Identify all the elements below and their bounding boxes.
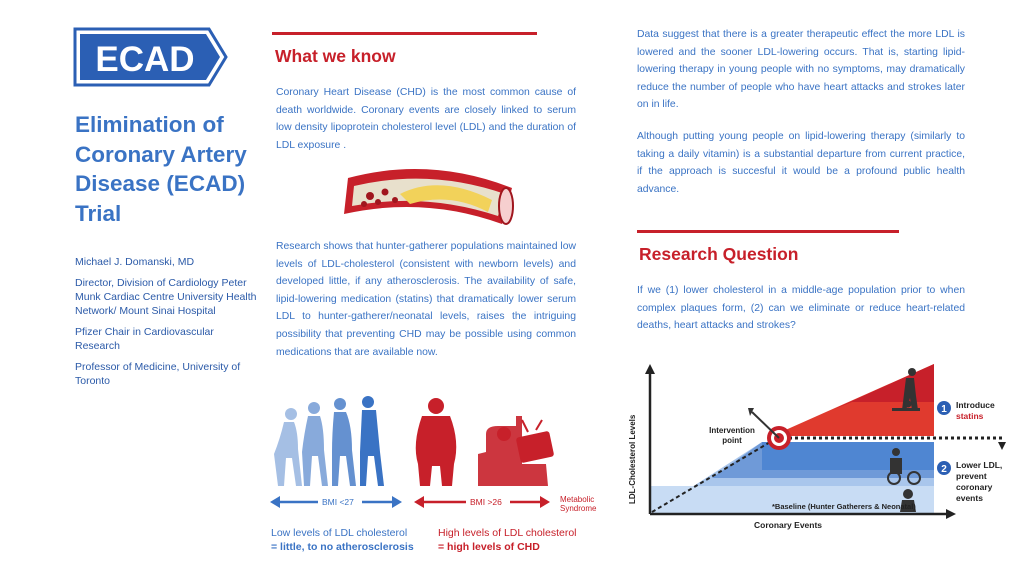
bmi-high-label: BMI >26 bbox=[470, 497, 502, 507]
what-we-know-para-2: Research shows that hunter-gatherer populations maintained low levels of LDL-cholesterol (consistent with newborn levels) and developed little, if any atherosclerosis. The availability of safe, lipid-lowering medication (statins) that dramatically lower serum LDL to hunter-gatherer/neonatal levels, raises the intriguing possibility that preventing CHD may be possible using common medications that are available now. bbox=[276, 241, 576, 358]
logo-text: ECAD bbox=[95, 40, 195, 79]
step-2-number: 2 bbox=[941, 464, 947, 475]
step-2-label: Lower LDL, prevent coronary events bbox=[956, 460, 1003, 503]
step-1-number: 1 bbox=[941, 404, 947, 415]
section-divider-2 bbox=[637, 230, 899, 233]
author-role-3: Professor of Medicine, University of Toronto bbox=[75, 361, 241, 387]
x-axis-label: Coronary Events bbox=[754, 520, 823, 530]
what-we-know-heading: What we know bbox=[275, 46, 396, 66]
ecad-logo bbox=[73, 27, 228, 87]
high-ldl-caption bbox=[438, 526, 577, 554]
section-divider bbox=[272, 32, 537, 35]
therapy-para-1: Data suggest that there is a greater therapeutic effect the more LDL is lowered and the sooner LDL-lowering occurs. That is, starting lipid-lowering therapy in young people with no symptoms, may dramatically reduce the number of people who have heart attacks and strokes later on in life. bbox=[637, 29, 965, 111]
artery-illustration bbox=[340, 158, 520, 233]
therapy-para-2: Although putting young people on lipid-lowering therapy (similarly to taking a daily vitamin) is a substantial departure from current practice, if the approach is succesful it would be a profound public health advance. bbox=[637, 131, 965, 195]
step-1-label-b: statins bbox=[956, 411, 984, 421]
high-ldl-caption-bold: = high levels of CHD bbox=[438, 541, 540, 553]
y-axis-label: LDL-Cholesterol Levels bbox=[628, 414, 637, 504]
metabolic-syndrome-label: Metabolic Syndrome bbox=[560, 495, 597, 513]
low-ldl-caption bbox=[271, 526, 414, 554]
low-ldl-caption-text: Low levels of LDL cholesterol bbox=[271, 527, 408, 539]
research-question-heading: Research Question bbox=[639, 244, 799, 264]
step-1-label bbox=[956, 400, 995, 422]
evolution-illustration bbox=[266, 394, 596, 524]
author-role-2: Pfizer Chair in Cardiovascular Research bbox=[75, 326, 214, 352]
author-block bbox=[75, 255, 260, 388]
ldl-diagram bbox=[622, 362, 1022, 542]
high-ldl-caption-text: High levels of LDL cholesterol bbox=[438, 527, 577, 539]
step-1-label-a: Introduce bbox=[956, 400, 995, 410]
intervention-label: Intervention point bbox=[709, 426, 755, 445]
bmi-low-label: BMI <27 bbox=[322, 497, 354, 507]
author-role-1: Director, Division of Cardiology Peter Munk Cardiac Centre University Health Network/ Mount Sinai Hospital bbox=[75, 277, 257, 317]
page-title: Elimination of Coronary Artery Disease (ECAD) Trial bbox=[75, 112, 247, 226]
baseline-label: *Baseline (Hunter Gatherers & Neonatal) bbox=[772, 502, 916, 511]
author-name: Michael J. Domanski, MD bbox=[75, 256, 195, 268]
what-we-know-para-1: Coronary Heart Disease (CHD) is the most common cause of death worldwide. Coronary events are closely linked to serum low density lipoprotein cholesterol level (LDL) and the duration of LDL exposure . bbox=[276, 87, 576, 151]
research-question-text: If we (1) lower cholesterol in a middle-age population prior to when complex plaques form, (2) can we eliminate or reduce heart-related deaths, heart attacks and strokes? bbox=[637, 285, 965, 332]
low-ldl-caption-bold: = little, to no atherosclerosis bbox=[271, 541, 414, 553]
